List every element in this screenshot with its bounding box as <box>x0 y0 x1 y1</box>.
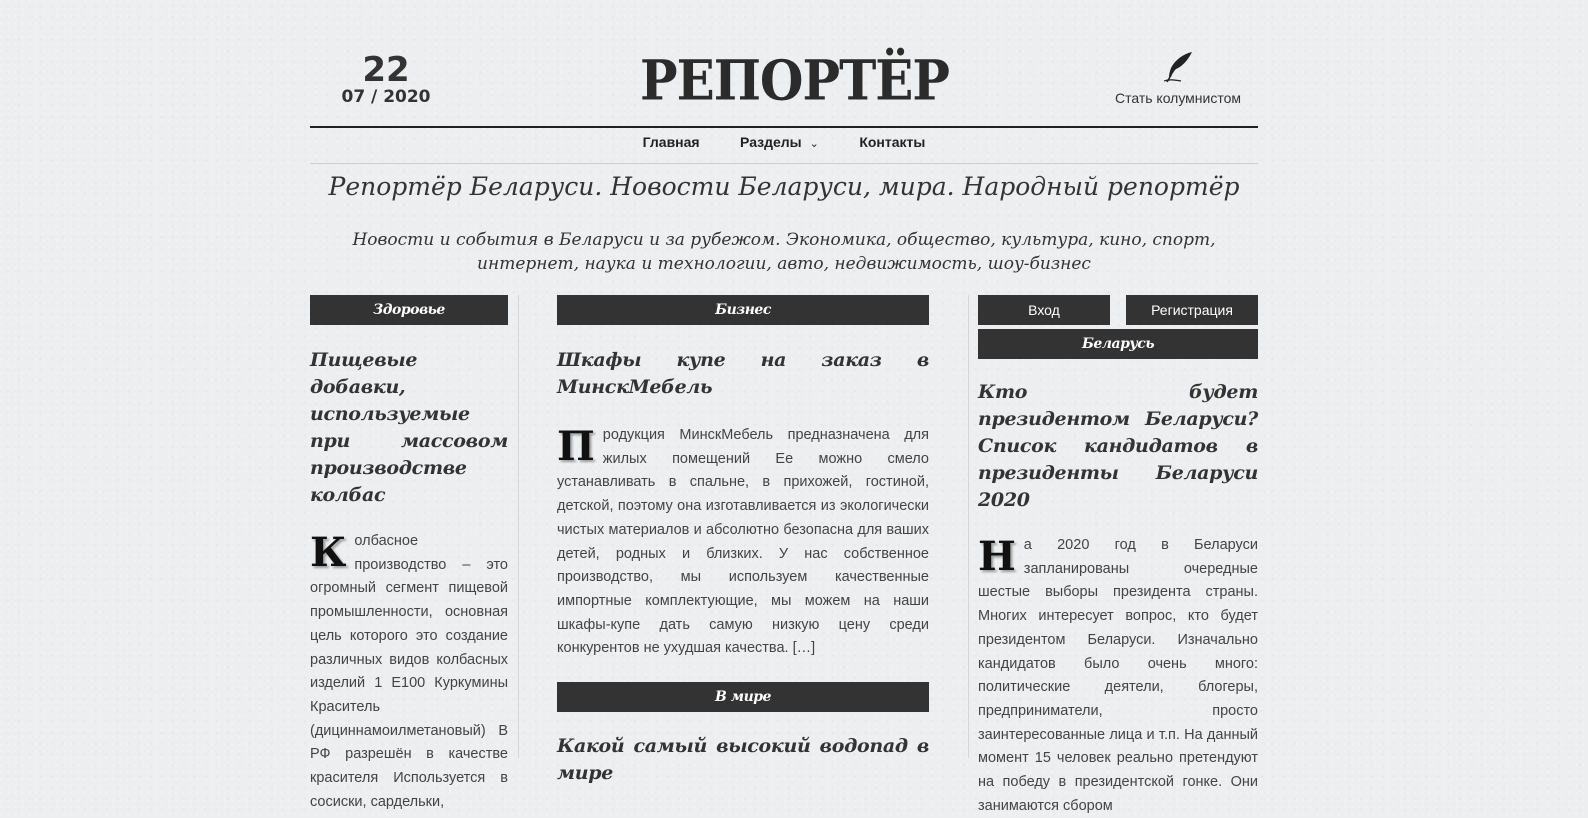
nav-item-home[interactable]: Главная <box>642 134 700 150</box>
auth-buttons <box>978 295 1258 325</box>
become-columnist-link[interactable] <box>1098 50 1258 106</box>
category-bar-belarus[interactable]: Беларусь <box>978 329 1258 359</box>
column-divider <box>968 295 969 758</box>
category-bar-world[interactable]: В мире <box>557 682 929 712</box>
date-block <box>336 52 436 106</box>
become-columnist-label: Стать колумнистом <box>1114 90 1242 106</box>
dropcap: Н <box>978 533 1016 580</box>
nav-item-sections[interactable] <box>740 134 819 150</box>
article-title[interactable]: Пищевые добавки, используемые при массовом производстве колбас <box>310 349 508 506</box>
article-title[interactable]: Шкафы купе на заказ в МинскМебель <box>557 349 929 398</box>
site-description: Новости и события в Беларуси и за рубежом. Экономика, общество, культура, кино, спорт, интернет, наука и технологии, авто, недвижимость, шоу-бизнес <box>352 230 1216 274</box>
middle-column <box>557 295 929 787</box>
nav-item-sections-label: Разделы <box>740 134 802 150</box>
right-column <box>978 295 1258 818</box>
article-title[interactable]: Какой самый высокий водопад в мире <box>557 735 929 784</box>
article-excerpt <box>978 534 1258 818</box>
column-divider <box>518 295 519 758</box>
article-excerpt <box>557 424 929 662</box>
page-wrapper <box>310 0 1258 814</box>
category-bar-business[interactable]: Бизнес <box>557 295 929 325</box>
register-button[interactable]: Регистрация <box>1126 295 1258 325</box>
article-excerpt <box>310 530 508 814</box>
site-logo[interactable]: РЕПОРТЁР <box>640 48 949 113</box>
article-text: родукция МинскМебель предназначена для жилых помещений Ее можно смело устанавливать в спальне, в прихожей, гостиной, детской, поэтому она изготавливается из экологически чистых материалов и абсолютно безопасна для ваших детей, родных и близких. У нас собственное производство, мы используем качественные импортные комплектующие, мы можем на наши шкафы-купе дать самую низкую цену среди конкурентов не ухудшая качества. […] <box>557 427 929 657</box>
dropcap: К <box>310 529 347 576</box>
main-nav <box>310 134 1258 158</box>
quill-icon <box>1161 50 1195 84</box>
left-column <box>310 295 508 814</box>
nav-divider <box>310 163 1258 164</box>
dropcap: П <box>557 423 595 470</box>
category-bar-health[interactable]: Здоровье <box>310 295 508 325</box>
date-month-year: 07 / 2020 <box>341 87 431 107</box>
site-title: Репортёр Беларуси. Новости Беларуси, мира. Народный репортёр <box>328 172 1240 201</box>
chevron-down-icon: ⌄ <box>809 138 819 150</box>
nav-item-contacts[interactable]: Контакты <box>859 134 926 150</box>
login-button[interactable]: Вход <box>978 295 1110 325</box>
article-text: олбасное производство – это огромный сегмент пищевой промышленности, основная цель которого это создание различных видов колбасных изделий 1 Е100 Куркумины Краситель (дициннамоилметановый) В РФ разрешён в качестве красителя Используется в сосиски, сардельки, <box>310 533 508 810</box>
header-divider <box>310 126 1258 128</box>
date-day: 22 <box>362 50 410 90</box>
article-text: а 2020 год в Беларуси запланированы очередные шестые выборы президента страны. Многих интересует вопрос, кто будет президентом Беларуси. Изначально кандидатов было очень много: политические деятели, блогеры, предприниматели, просто заинтересованные лица и т.п. На данный момент 15 человек реально претендуют на победу в президентской гонке. Они занимаются сбором <box>978 537 1258 814</box>
article-title[interactable]: Кто будет президентом Беларуси? Список кандидатов в президенты Беларуси 2020 <box>978 381 1258 511</box>
